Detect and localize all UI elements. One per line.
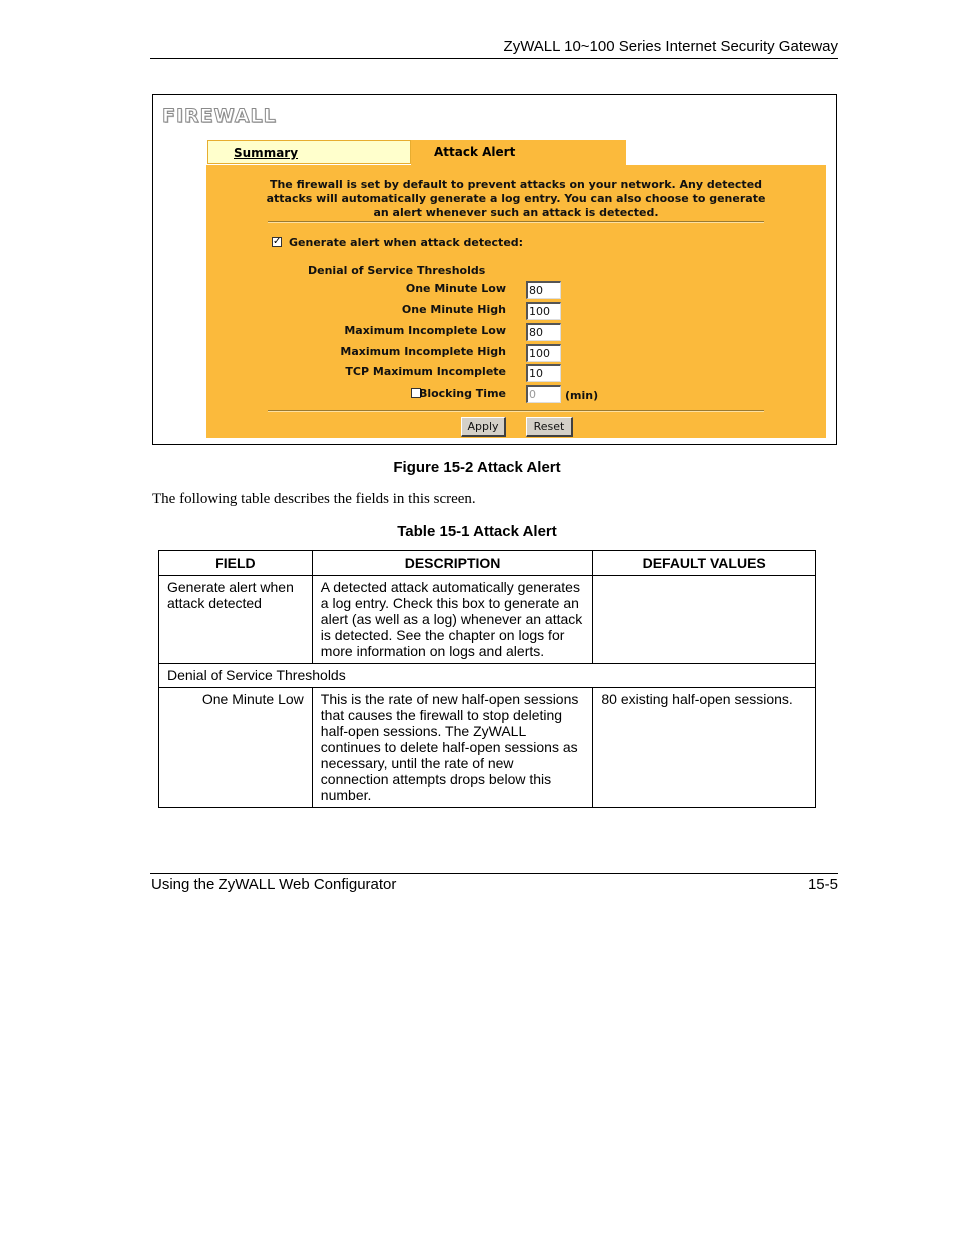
tcp-max-incomplete-input[interactable]: 10 [526, 364, 561, 382]
blocking-time-unit: (min) [565, 389, 599, 402]
one-minute-low-input[interactable]: 80 [526, 281, 561, 299]
page-number: 15-5 [807, 876, 838, 893]
max-incomplete-low-input[interactable]: 80 [526, 323, 561, 341]
max-incomplete-low-label: Maximum Incomplete Low [344, 324, 506, 337]
table-caption: Table 15-1 Attack Alert [397, 523, 557, 540]
cell-default [593, 576, 816, 664]
tab-summary[interactable] [207, 140, 411, 164]
app-title: FIREWALL [162, 105, 277, 127]
max-incomplete-high-input[interactable]: 100 [526, 344, 561, 362]
blocking-time-label: Blocking Time [418, 387, 506, 400]
footer-left: Using the ZyWALL Web Configurator [151, 876, 397, 893]
attack-alert-panel [206, 165, 826, 438]
header-description: DESCRIPTION [312, 551, 593, 576]
cell-default: 80 existing half-open sessions. [593, 688, 816, 808]
one-minute-high-input[interactable]: 100 [526, 302, 561, 320]
cell-field: One Minute Low [159, 688, 313, 808]
page-header-title: ZyWALL 10~100 Series Internet Security Gateway [503, 38, 838, 55]
tcp-max-incomplete-label: TCP Maximum Incomplete [345, 365, 506, 378]
page-header [150, 36, 838, 59]
cell-description: This is the rate of new half-open sessions that causes the firewall to stop deleting half-open sessions. The ZyWALL continues to delete half-open sessions as necessary, until the rate of new connection attempts drops below this number. [312, 688, 593, 808]
generate-alert-label: Generate alert when attack detected: [289, 236, 524, 249]
table-row [159, 576, 816, 664]
cell-field: Generate alert when attack detected [159, 576, 313, 664]
reset-button[interactable]: Reset [526, 417, 573, 437]
attack-alert-table [158, 550, 816, 808]
tab-attack-alert-label: Attack Alert [434, 145, 516, 159]
firewall-screenshot [152, 94, 837, 445]
dos-heading: Denial of Service Thresholds [308, 264, 486, 277]
body-paragraph: The following table describes the fields in this screen. [152, 491, 476, 507]
table-row [159, 688, 816, 808]
check-mark-icon: ✓ [273, 236, 282, 247]
page-footer [150, 873, 838, 893]
table-section-row [159, 664, 816, 688]
cell-section: Denial of Service Thresholds [159, 664, 816, 688]
blocking-time-input[interactable]: 0 [526, 385, 561, 403]
header-field: FIELD [159, 551, 313, 576]
figure-caption: Figure 15-2 Attack Alert [393, 459, 561, 476]
one-minute-low-label: One Minute Low [405, 282, 506, 295]
one-minute-high-label: One Minute High [401, 303, 506, 316]
tab-summary-label: Summary [234, 146, 299, 160]
divider-top [268, 221, 764, 223]
divider-bottom [268, 410, 764, 412]
cell-description: A detected attack automatically generates a log entry. Check this box to generate an alert (as well as a log) whenever an attack is detected. See the chapter on logs for more information on logs and alerts. [312, 576, 593, 664]
header-default-values: DEFAULT VALUES [593, 551, 816, 576]
max-incomplete-high-label: Maximum Incomplete High [340, 345, 506, 358]
intro-text: The firewall is set by default to prevent attacks on your network. Any detected attacks will automatically generate a log entry. You can also choose to generate an alert whenever such an attack is detected. [266, 178, 766, 219]
tab-attack-alert[interactable] [411, 140, 626, 165]
table-header-row [159, 551, 816, 576]
generate-alert-checkbox[interactable] [272, 237, 282, 247]
apply-button[interactable]: Apply [461, 417, 506, 437]
